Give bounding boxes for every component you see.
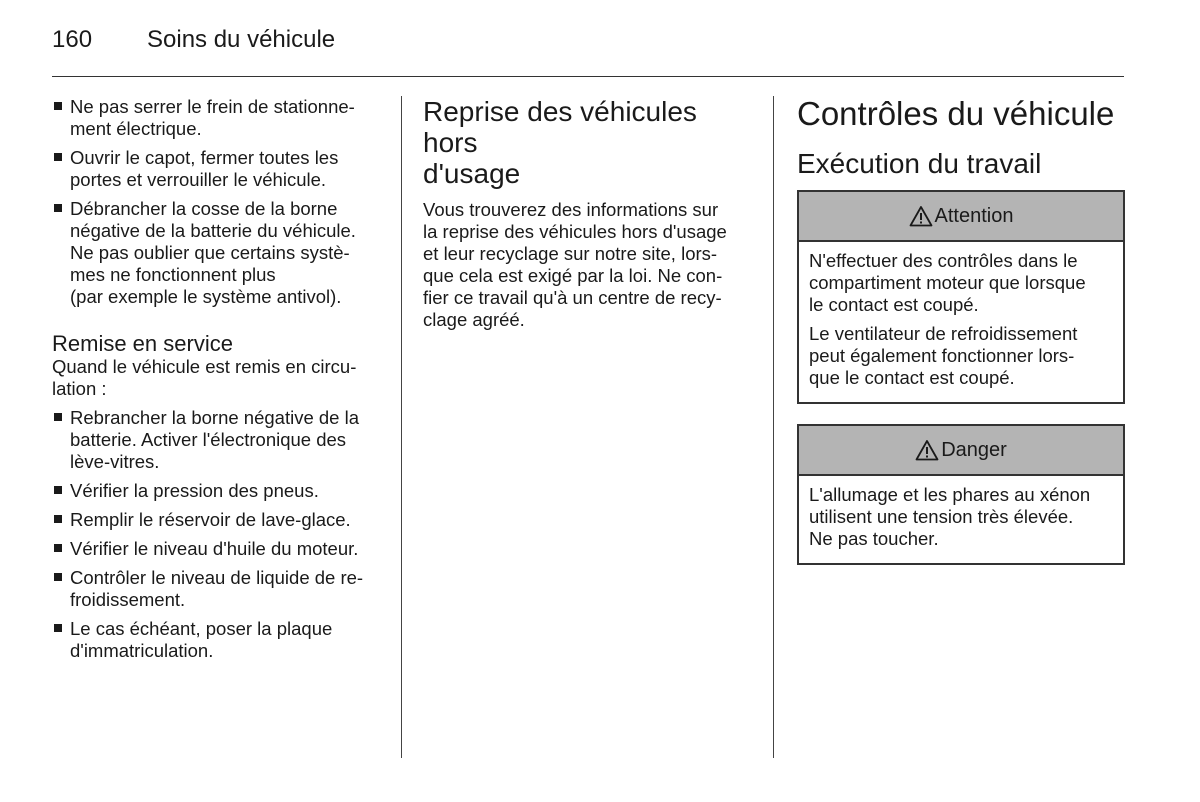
- page-header: [52, 26, 335, 54]
- attention-body: [799, 242, 1123, 402]
- column-2: [423, 96, 759, 338]
- attention-paragraph: N'effectuer des contrôles dans le compartiment moteur que lorsque le contact est coupé.: [809, 250, 1086, 315]
- warning-triangle-icon: [915, 439, 939, 461]
- attention-box: [797, 190, 1125, 404]
- list-item: Contrôler le niveau de liquide de re- froidissement.: [52, 567, 384, 611]
- attention-title: Attention: [934, 204, 1014, 227]
- column-divider-2: [773, 96, 774, 758]
- column-divider-1: [401, 96, 402, 758]
- attention-paragraph: Le ventilateur de refroidissement peut également fonctionner lors- que le contact est coupé.: [809, 323, 1078, 388]
- heading-reprise-vehicules: Reprise des véhicules hors d'usage: [423, 96, 697, 189]
- column-1: [52, 96, 384, 669]
- heading-controles-vehicule: Contrôles du véhicule: [797, 95, 1115, 132]
- page-number: 160: [52, 26, 93, 53]
- list-item: Rebrancher la borne négative de la batterie. Activer l'électronique des lève-vitres.: [52, 407, 384, 473]
- danger-box: [797, 424, 1125, 565]
- danger-body: [799, 476, 1123, 563]
- list-item: Vérifier la pression des pneus.: [52, 480, 384, 502]
- list-item: Remplir le réservoir de lave-glace.: [52, 509, 384, 531]
- subheading-remise-en-service: Remise en service: [52, 331, 233, 356]
- intro-text: Quand le véhicule est remis en circu- lation :: [52, 356, 357, 399]
- header-rule: [52, 76, 1124, 77]
- subheading-execution-travail: Exécution du travail: [797, 148, 1042, 179]
- list-item: Ouvrir le capot, fermer toutes les portes et verrouiller le véhicule.: [52, 147, 384, 191]
- recommissioning-steps-list: [52, 407, 384, 662]
- section-title: Soins du véhicule: [147, 26, 336, 53]
- storage-steps-list: [52, 96, 384, 308]
- warning-triangle-icon: [909, 205, 933, 227]
- list-item: Le cas échéant, poser la plaque d'immatriculation.: [52, 618, 384, 662]
- column-3: [797, 96, 1125, 585]
- attention-header: [799, 192, 1123, 242]
- list-item: Débrancher la cosse de la borne négative de la batterie du véhicule. Ne pas oublier que certains systè- mes ne fonctionnent plus (par exemple le système antivol).: [52, 198, 384, 308]
- list-item: Vérifier le niveau d'huile du moteur.: [52, 538, 384, 560]
- danger-header: [799, 426, 1123, 476]
- recycling-text: Vous trouverez des informations sur la reprise des véhicules hors d'usage et leur recyclage sur notre site, lors- que cela est exigé par la loi. Ne con- fier ce travail qu'à un centre de recy- clage agréé.: [423, 199, 727, 330]
- list-item: Ne pas serrer le frein de stationne- ment électrique.: [52, 96, 384, 140]
- danger-title: Danger: [941, 438, 1007, 461]
- danger-paragraph: L'allumage et les phares au xénon utilisent une tension très élevée. Ne pas toucher.: [809, 484, 1091, 549]
